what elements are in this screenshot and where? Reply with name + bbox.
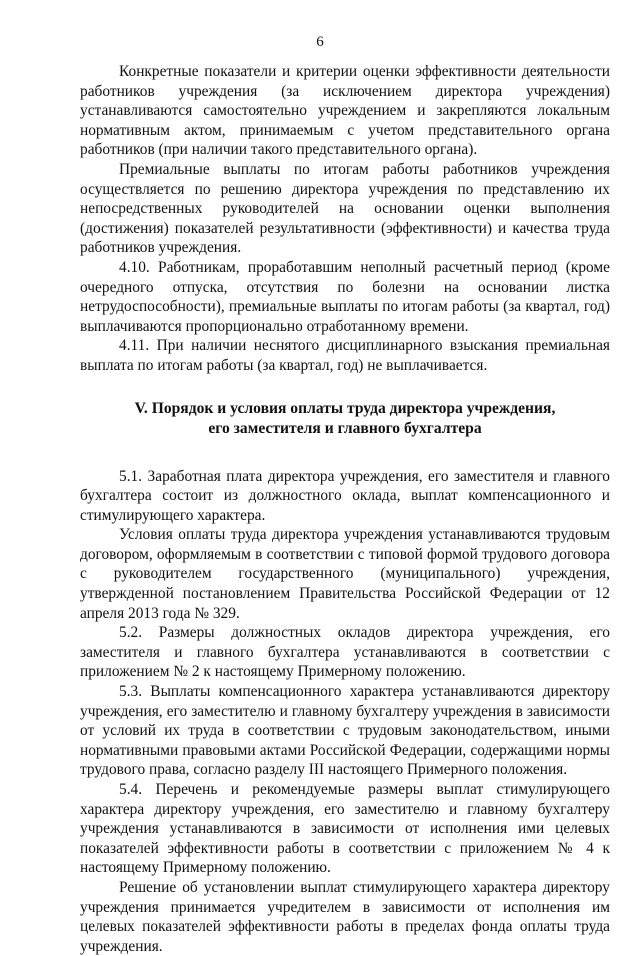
paragraph-bonus-payments: Премиальные выплаты по итогам работы работников учреждения осуществляется по решению директора учреждения по представлению их непосредственных руководителей на основании оценки выполнения (достижения) показателей результативности (эффективности) и качества труда работников учреждения. [80,160,610,257]
page-number: 6 [316,34,324,50]
paragraph-5-2: 5.2. Размеры должностных окладов директора учреждения, его заместителя и главного бухгалтера устанавливаются в соответствии с приложением № 2 к настоящему Примерному положению. [80,624,610,681]
paragraph-director-contract: Условия оплаты труда директора учреждения устанавливаются трудовым договором, оформляемым в соответствии с типовой формой трудового договора с руководителем государственного (муниципального) учреждения, утвержденной постановлением Правительства Российской Федерации от 12 апреля 2013 года № 329. [80,526,610,622]
paragraph-5-1: 5.1. Заработная плата директора учреждения, его заместителя и главного бухгалтера состоит из должностного оклада, выплат компенсационного и стимулирующего характера. [80,467,610,524]
paragraph-5-4: 5.4. Перечень и рекомендуемые размеры выплат стимулирующего характера директору учреждения, его заместителю и главному бухгалтеру учреждения устанавливаются в зависимости от исполнения ими целевых показателей эффективности работы в соответствии с приложением № 4 к настоящему Примерному положению. [80,781,610,877]
paragraph-5-3: 5.3. Выплаты компенсационного характера устанавливаются директору учреждения, его заместителю и главному бухгалтеру учреждения в зависимости от условий их труда в соответствии с трудовым законодательством, иными нормативными правовыми актами Российской Федерации, содержащими нормы трудового права, согласно разделу III настоящего Примерного положения. [80,683,610,779]
section-heading-line-2: его заместителя и главного бухгалтера [208,419,482,437]
section-heading-line-1: V. Порядок и условия оплаты труда директора учреждения, [134,399,556,417]
paragraph-4-11: 4.11. При наличии неснятого дисциплинарного взыскания премиальная выплата по итогам работы (за квартал, год) не выплачивается. [80,337,610,374]
paragraph-incentive-decision: Решение об установлении выплат стимулирующего характера директору учреждения принимается учредителем в зависимости от исполнения им целевых показателей эффективности работы в пределах фонда оплаты труда учреждения. [80,878,610,955]
section-heading [80,399,610,439]
paragraph-4-10: 4.10. Работникам, проработавшим неполный расчетный период (кроме очередного отпуска, отсутствия по болезни на основании листка нетрудоспособности), премиальные выплаты по итогам работы (за квартал, год) выплачиваются пропорционально отработанному времени. [80,258,610,335]
paragraph-performance-criteria: Конкретные показатели и критерии оценки эффективности деятельности работников учреждения (за исключением директора учреждения) устанавливаются самостоятельно учреждением и закрепляются локальным нормативным актом, принимаемым с учетом представительного органа работников (при наличии такого представительного органа). [80,63,610,159]
document-body [80,62,610,956]
